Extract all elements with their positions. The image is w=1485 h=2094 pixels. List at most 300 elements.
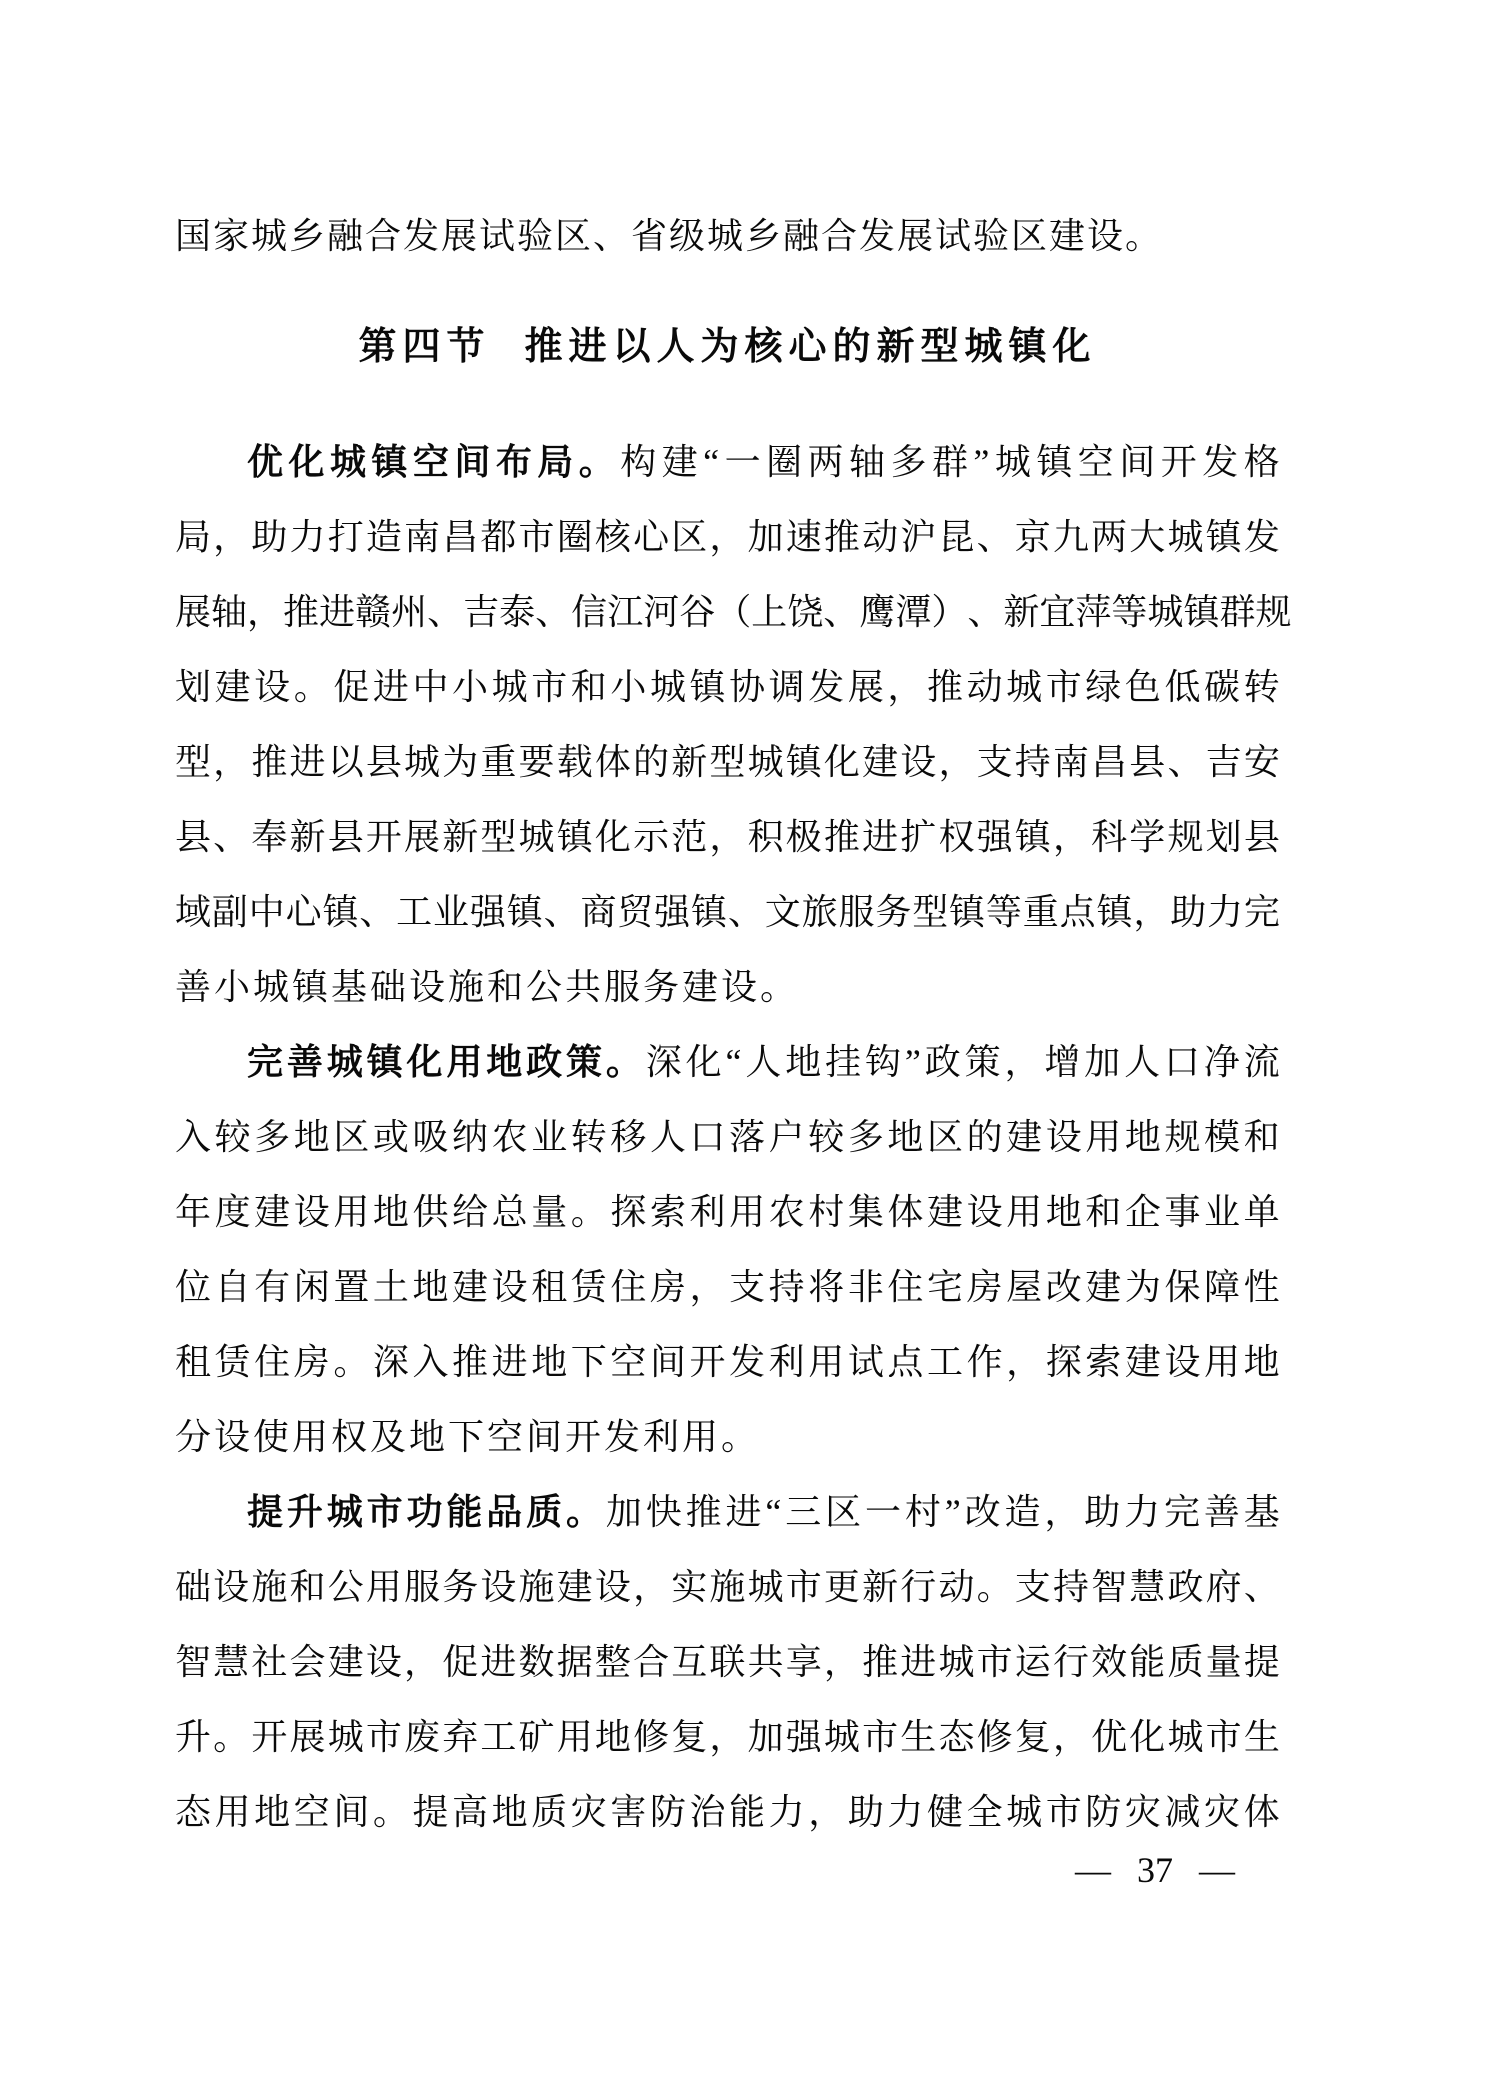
body-glyph: ， bbox=[938, 742, 975, 782]
body-glyph: 速 bbox=[785, 517, 822, 557]
body-glyph: 设 bbox=[900, 742, 937, 782]
body-glyph: 工 bbox=[926, 1342, 963, 1382]
body-glyph: 建 bbox=[1006, 1117, 1043, 1157]
body-glyph: 持 bbox=[1014, 742, 1051, 782]
body-glyph: 设 bbox=[293, 1192, 330, 1232]
body-glyph: 和 bbox=[1243, 1117, 1280, 1157]
body-glyph: 极 bbox=[785, 817, 822, 857]
body-glyph: 核 bbox=[594, 517, 631, 557]
body-glyph: 小 bbox=[610, 667, 647, 707]
body-glyph: 用 bbox=[808, 1342, 845, 1382]
body-glyph: 移 bbox=[610, 1117, 647, 1157]
body-glyph: 强 bbox=[976, 817, 1013, 857]
body-glyph: 城 bbox=[518, 817, 555, 857]
body-glyph: 地 bbox=[1045, 1192, 1082, 1232]
body-glyph: 进 bbox=[289, 742, 326, 782]
body-glyph: 设 bbox=[213, 1567, 250, 1607]
body-glyph: 索 bbox=[1085, 1342, 1122, 1382]
paragraph-lead-glyph: 空 bbox=[412, 442, 449, 482]
body-glyph: 镇 bbox=[689, 667, 726, 707]
body-glyph: 支 bbox=[729, 1267, 766, 1307]
body-glyph: 住 bbox=[610, 1267, 647, 1307]
body-glyph: 小 bbox=[452, 667, 489, 707]
body-glyph: 建 bbox=[327, 1642, 364, 1682]
body-glyph: 造 bbox=[365, 517, 402, 557]
body-glyph: 工 bbox=[480, 1717, 517, 1757]
body-glyph: 害 bbox=[610, 1792, 647, 1832]
body-glyph: 河 bbox=[643, 592, 680, 632]
body-glyph: 修 bbox=[633, 1717, 670, 1757]
body-glyph: 业 bbox=[1204, 1192, 1241, 1232]
body-glyph: 体 bbox=[594, 742, 631, 782]
body-glyph: 力 bbox=[1124, 1492, 1161, 1532]
body-text bbox=[175, 425, 1292, 1850]
body-glyph: 能 bbox=[1129, 1642, 1166, 1682]
body-glyph: 有 bbox=[254, 1267, 291, 1307]
body-glyph: 。 bbox=[372, 1792, 409, 1832]
body-glyph: 为 bbox=[442, 742, 479, 782]
body-glyph: 升 bbox=[175, 1717, 212, 1757]
text-line bbox=[175, 1625, 1280, 1700]
body-glyph: 圈 bbox=[556, 517, 593, 557]
body-glyph: 灾 bbox=[1124, 1792, 1161, 1832]
body-glyph: 推 bbox=[251, 742, 288, 782]
body-glyph: 一 bbox=[864, 1492, 901, 1532]
paragraph-first-line bbox=[175, 425, 1280, 500]
body-glyph: 加 bbox=[1084, 1042, 1121, 1082]
body-glyph: 进 bbox=[319, 592, 356, 632]
body-glyph: 镇 bbox=[322, 892, 359, 932]
body-glyph: 入 bbox=[175, 1117, 212, 1157]
body-glyph: 发 bbox=[808, 667, 845, 707]
paragraph-lead-glyph: 间 bbox=[454, 442, 491, 482]
body-glyph: 慧 bbox=[213, 1642, 250, 1682]
body-glyph: “ bbox=[703, 442, 720, 482]
body-glyph: 群 bbox=[931, 442, 968, 482]
body-glyph: 地 bbox=[594, 1717, 631, 1757]
body-glyph: 镇 bbox=[949, 892, 986, 932]
body-glyph: 农 bbox=[491, 1117, 528, 1157]
body-glyph: 废 bbox=[404, 1717, 441, 1757]
body-glyph: 示 bbox=[633, 817, 670, 857]
body-glyph: 化 bbox=[1129, 1717, 1166, 1757]
body-glyph: 服 bbox=[838, 892, 875, 932]
body-glyph: 镇 bbox=[506, 892, 543, 932]
body-glyph: 谷 bbox=[679, 592, 716, 632]
body-glyph: 。 bbox=[570, 1192, 607, 1232]
body-glyph: 位 bbox=[175, 1267, 212, 1307]
body-glyph: “ bbox=[725, 1042, 742, 1082]
body-glyph: 协 bbox=[729, 667, 766, 707]
paragraph-lead-glyph: 城 bbox=[326, 1042, 363, 1082]
body-glyph: 安 bbox=[1243, 742, 1280, 782]
body-glyph: ” bbox=[973, 442, 990, 482]
body-glyph: 慧 bbox=[1129, 1567, 1166, 1607]
body-glyph: 进 bbox=[491, 1342, 528, 1382]
body-glyph: ” bbox=[944, 1492, 961, 1532]
body-glyph: 轴 bbox=[849, 442, 886, 482]
body-glyph: 善 bbox=[1203, 1492, 1240, 1532]
body-glyph: 两 bbox=[807, 442, 844, 482]
body-glyph: 心 bbox=[285, 892, 322, 932]
body-glyph: 镇 bbox=[1036, 442, 1073, 482]
body-glyph: 动 bbox=[938, 1567, 975, 1607]
body-glyph: 助 bbox=[1084, 1492, 1121, 1532]
body-glyph: 型 bbox=[709, 742, 746, 782]
body-glyph: 租 bbox=[175, 1342, 212, 1382]
body-glyph: ， bbox=[1044, 1492, 1081, 1532]
text-line bbox=[175, 875, 1280, 950]
body-glyph: 地 bbox=[1124, 1117, 1161, 1157]
body-glyph: 划 bbox=[175, 667, 212, 707]
body-glyph: 吉 bbox=[1205, 742, 1242, 782]
body-glyph: 弃 bbox=[442, 1717, 479, 1757]
body-glyph: 地 bbox=[1243, 1342, 1280, 1382]
body-glyph: 置 bbox=[333, 1267, 370, 1307]
body-glyph: 上 bbox=[751, 592, 788, 632]
body-glyph: 开 bbox=[251, 1717, 288, 1757]
page-number: 37 bbox=[1137, 1850, 1173, 1890]
body-glyph: 城 bbox=[1006, 1792, 1043, 1832]
paragraph-lead-glyph: 策 bbox=[566, 1042, 603, 1082]
body-glyph: 房 bbox=[649, 1267, 686, 1307]
body-glyph: 设 bbox=[594, 1567, 631, 1607]
body-glyph: 九 bbox=[1052, 517, 1089, 557]
body-glyph: 据 bbox=[556, 1642, 593, 1682]
body-glyph: 昌 bbox=[1091, 742, 1128, 782]
body-glyph: 设 bbox=[365, 1642, 402, 1682]
body-glyph: 、 bbox=[427, 592, 464, 632]
paragraph-lead-glyph: 功 bbox=[406, 1492, 443, 1532]
body-glyph: 开 bbox=[1160, 442, 1197, 482]
body-glyph: 人 bbox=[649, 1117, 686, 1157]
body-glyph: 中 bbox=[412, 667, 449, 707]
body-glyph: 用 bbox=[333, 1192, 370, 1232]
body-glyph: 镇 bbox=[556, 817, 593, 857]
text-line bbox=[175, 1325, 1280, 1400]
body-glyph: 城 bbox=[404, 742, 441, 782]
body-glyph: 地 bbox=[887, 1117, 924, 1157]
body-glyph: 镇 bbox=[691, 892, 728, 932]
body-glyph: 市 bbox=[1045, 1792, 1082, 1832]
body-glyph: 改 bbox=[964, 1492, 1001, 1532]
body-glyph: 推 bbox=[283, 592, 320, 632]
body-glyph: ， bbox=[1052, 817, 1089, 857]
body-glyph: 建 bbox=[1124, 1342, 1161, 1382]
body-glyph: 市 bbox=[531, 667, 568, 707]
body-glyph: 础 bbox=[175, 1567, 212, 1607]
body-glyph: 两 bbox=[1091, 517, 1128, 557]
body-glyph: 政 bbox=[924, 1042, 961, 1082]
body-glyph: 发 bbox=[1202, 442, 1239, 482]
body-glyph: 用 bbox=[1085, 1117, 1122, 1157]
body-glyph: 色 bbox=[1124, 667, 1161, 707]
body-glyph: 业 bbox=[433, 892, 470, 932]
body-glyph: 纳 bbox=[452, 1117, 489, 1157]
body-glyph: 入 bbox=[412, 1342, 449, 1382]
section-number: 第四节 bbox=[358, 326, 491, 368]
body-glyph: 持 bbox=[768, 1267, 805, 1307]
body-glyph: 事 bbox=[1164, 1192, 1201, 1232]
body-glyph: 、 bbox=[535, 592, 572, 632]
footer-dash-right: — bbox=[1199, 1850, 1235, 1890]
body-glyph: 等 bbox=[985, 892, 1022, 932]
body-glyph: 展 bbox=[175, 592, 212, 632]
body-glyph: 提 bbox=[412, 1792, 449, 1832]
body-glyph: 减 bbox=[1164, 1792, 1201, 1832]
paragraph-lead-glyph: 完 bbox=[247, 1042, 284, 1082]
body-glyph: 新 bbox=[442, 817, 479, 857]
paragraph-lead-glyph: 局 bbox=[537, 442, 574, 482]
body-glyph: 心 bbox=[633, 517, 670, 557]
body-glyph: 镇 bbox=[1205, 517, 1242, 557]
body-glyph: 圈 bbox=[766, 442, 803, 482]
body-glyph: ） bbox=[931, 592, 968, 632]
body-glyph: 转 bbox=[1243, 667, 1280, 707]
body-glyph: 、 bbox=[727, 892, 764, 932]
body-glyph: 矿 bbox=[518, 1717, 555, 1757]
body-glyph: ， bbox=[709, 517, 746, 557]
body-glyph: 利 bbox=[689, 1192, 726, 1232]
body-glyph: 低 bbox=[1164, 667, 1201, 707]
body-glyph: 强 bbox=[785, 1717, 822, 1757]
body-glyph: 吉 bbox=[463, 592, 500, 632]
body-glyph: 、 bbox=[1167, 742, 1204, 782]
body-glyph: 智 bbox=[175, 1642, 212, 1682]
body-glyph: 间 bbox=[1119, 442, 1156, 482]
paragraph-lead-glyph: 市 bbox=[366, 1492, 403, 1532]
body-glyph: 科 bbox=[1091, 817, 1128, 857]
paragraph-lead-glyph: 化 bbox=[406, 1042, 443, 1082]
body-glyph: 县 bbox=[1129, 742, 1166, 782]
body-glyph: 质 bbox=[1167, 1642, 1204, 1682]
body-glyph: 租 bbox=[531, 1267, 568, 1307]
body-glyph: 建 bbox=[661, 442, 698, 482]
body-glyph: 探 bbox=[1045, 1342, 1082, 1382]
paragraph-last-line: 善小城镇基础设施和公共服务建设。 bbox=[175, 967, 800, 1007]
body-glyph: 赣 bbox=[355, 592, 392, 632]
body-glyph: 加 bbox=[747, 1717, 784, 1757]
body-glyph: 泰 bbox=[499, 592, 536, 632]
body-glyph: 灾 bbox=[570, 1792, 607, 1832]
body-glyph: 全 bbox=[966, 1792, 1003, 1832]
body-glyph: 城 bbox=[1167, 517, 1204, 557]
body-glyph: 完 bbox=[1163, 1492, 1200, 1532]
body-glyph: 推 bbox=[862, 1642, 899, 1682]
text-line bbox=[175, 575, 1292, 650]
body-glyph: 、 bbox=[213, 817, 250, 857]
body-glyph: 积 bbox=[747, 817, 784, 857]
body-glyph: 人 bbox=[745, 1042, 782, 1082]
body-glyph: 更 bbox=[823, 1567, 860, 1607]
body-glyph: 县 bbox=[365, 742, 402, 782]
body-glyph: 行 bbox=[1052, 1642, 1089, 1682]
body-glyph: ， bbox=[213, 742, 250, 782]
body-glyph: 住 bbox=[887, 1267, 924, 1307]
body-glyph: 持 bbox=[1052, 1567, 1089, 1607]
body-glyph: 格 bbox=[1243, 442, 1280, 482]
body-glyph: 宅 bbox=[926, 1267, 963, 1307]
body-glyph: 强 bbox=[469, 892, 506, 932]
body-glyph: 政 bbox=[1167, 1567, 1204, 1607]
body-glyph: 建 bbox=[862, 742, 899, 782]
body-glyph: 和 bbox=[570, 667, 607, 707]
body-glyph: 沪 bbox=[900, 517, 937, 557]
body-glyph: 赁 bbox=[570, 1267, 607, 1307]
body-glyph: 要 bbox=[518, 742, 555, 782]
body-glyph: 区 bbox=[671, 517, 708, 557]
body-glyph: ， bbox=[1133, 892, 1170, 932]
body-glyph: 府 bbox=[1205, 1567, 1242, 1607]
paragraph-lead-glyph: 升 bbox=[286, 1492, 323, 1532]
body-glyph: 间 bbox=[649, 1342, 686, 1382]
body-glyph: 度 bbox=[214, 1192, 251, 1232]
body-glyph: 建 bbox=[556, 1567, 593, 1607]
body-glyph: 划 bbox=[1205, 817, 1242, 857]
body-glyph: 镇 bbox=[1096, 892, 1133, 932]
body-glyph: 房 bbox=[293, 1342, 330, 1382]
body-glyph: 发 bbox=[1243, 517, 1280, 557]
body-glyph: 试 bbox=[847, 1342, 884, 1382]
body-glyph: 重 bbox=[1022, 892, 1059, 932]
text-line bbox=[175, 1775, 1280, 1850]
body-glyph: 流 bbox=[1243, 1042, 1280, 1082]
body-glyph: 鹰 bbox=[859, 592, 896, 632]
body-glyph: 性 bbox=[1243, 1267, 1280, 1307]
body-glyph: 、 bbox=[359, 892, 396, 932]
body-glyph: 建 bbox=[452, 1267, 489, 1307]
body-glyph: 较 bbox=[214, 1117, 251, 1157]
body-glyph: 镇 bbox=[785, 742, 822, 782]
body-glyph: 助 bbox=[847, 1792, 884, 1832]
paragraph-last-line: 分设使用权及地下空间开发利用。 bbox=[175, 1417, 761, 1457]
body-glyph: 质 bbox=[531, 1792, 568, 1832]
body-glyph: 供 bbox=[412, 1192, 449, 1232]
body-glyph: 户 bbox=[768, 1117, 805, 1157]
paragraph-lead-glyph: 善 bbox=[286, 1042, 323, 1082]
body-glyph: 空 bbox=[293, 1792, 330, 1832]
body-glyph: 县 bbox=[327, 817, 364, 857]
paragraph-lead-glyph: 用 bbox=[446, 1042, 483, 1082]
paragraph-lead-glyph: 镇 bbox=[366, 1042, 403, 1082]
body-glyph: 或 bbox=[372, 1117, 409, 1157]
body-glyph: ， bbox=[689, 1267, 726, 1307]
body-glyph: 用 bbox=[729, 1192, 766, 1232]
body-glyph: ， bbox=[808, 1792, 845, 1832]
text-line bbox=[175, 1100, 1280, 1175]
body-glyph: 旅 bbox=[801, 892, 838, 932]
body-glyph: ， bbox=[1052, 1717, 1089, 1757]
paragraph-lead-glyph: 政 bbox=[526, 1042, 563, 1082]
body-glyph: 房 bbox=[966, 1267, 1003, 1307]
body-glyph: 助 bbox=[251, 517, 288, 557]
body-glyph: 体 bbox=[1243, 1792, 1280, 1832]
text-line bbox=[175, 1175, 1280, 1250]
body-glyph: 宜 bbox=[1039, 592, 1076, 632]
body-glyph: 南 bbox=[404, 517, 441, 557]
body-glyph: ， bbox=[709, 817, 746, 857]
body-glyph: 载 bbox=[556, 742, 593, 782]
text-line bbox=[175, 650, 1280, 725]
body-glyph: 。 bbox=[293, 667, 330, 707]
body-glyph: 健 bbox=[926, 1792, 963, 1832]
body-glyph: 共 bbox=[747, 1642, 784, 1682]
paragraph-lead-glyph: 镇 bbox=[371, 442, 408, 482]
body-glyph: 打 bbox=[327, 517, 364, 557]
intro-paragraph-line: 国家城乡融合发展试验区、省级城乡融合发展试验区建设。 bbox=[175, 216, 1164, 256]
body-glyph: 助 bbox=[1170, 892, 1207, 932]
body-glyph: 进 bbox=[372, 667, 409, 707]
body-glyph: 轴 bbox=[211, 592, 248, 632]
body-glyph: 会 bbox=[289, 1642, 326, 1682]
body-glyph: 城 bbox=[747, 1567, 784, 1607]
body-glyph: 的 bbox=[633, 742, 670, 782]
body-glyph: 互 bbox=[671, 1642, 708, 1682]
body-glyph: 区 bbox=[333, 1117, 370, 1157]
text-line bbox=[175, 800, 1280, 875]
body-glyph: 空 bbox=[1077, 442, 1114, 482]
body-glyph: 力 bbox=[1207, 892, 1244, 932]
body-glyph: ， bbox=[1006, 1342, 1043, 1382]
body-glyph: 进 bbox=[900, 1642, 937, 1682]
body-glyph: 口 bbox=[1163, 1042, 1200, 1082]
body-glyph: 市 bbox=[365, 1717, 402, 1757]
body-glyph: 范 bbox=[671, 817, 708, 857]
body-glyph: 力 bbox=[768, 1792, 805, 1832]
paragraph-lead-glyph: 质 bbox=[526, 1492, 563, 1532]
body-glyph: 州 bbox=[391, 592, 428, 632]
body-glyph: 扩 bbox=[900, 817, 937, 857]
body-glyph: ” bbox=[904, 1042, 921, 1082]
body-glyph: 市 bbox=[1205, 1717, 1242, 1757]
body-glyph: 推 bbox=[823, 517, 860, 557]
body-glyph: 保 bbox=[1164, 1267, 1201, 1307]
body-glyph: 信 bbox=[571, 592, 608, 632]
body-glyph: 施 bbox=[709, 1567, 746, 1607]
page-footer bbox=[175, 1842, 1235, 1898]
body-glyph: 开 bbox=[689, 1342, 726, 1382]
body-glyph: 人 bbox=[1124, 1042, 1161, 1082]
body-glyph: 效 bbox=[1091, 1642, 1128, 1682]
body-glyph: 下 bbox=[570, 1342, 607, 1382]
body-glyph: 商 bbox=[580, 892, 617, 932]
body-glyph: 城 bbox=[327, 1717, 364, 1757]
body-glyph: 地 bbox=[412, 1267, 449, 1307]
body-glyph: 施 bbox=[251, 1567, 288, 1607]
body-glyph: 造 bbox=[1004, 1492, 1041, 1532]
body-glyph: 南 bbox=[1052, 742, 1089, 782]
text-line bbox=[175, 1550, 1280, 1625]
body-glyph: 快 bbox=[645, 1492, 682, 1532]
body-glyph: 点 bbox=[887, 1342, 924, 1382]
body-glyph: 副 bbox=[211, 892, 248, 932]
body-glyph: 赁 bbox=[214, 1342, 251, 1382]
body-glyph: 新 bbox=[671, 742, 708, 782]
body-glyph: 展 bbox=[289, 1717, 326, 1757]
body-glyph: 、 bbox=[976, 517, 1013, 557]
body-glyph: 公 bbox=[327, 1567, 364, 1607]
body-glyph: 进 bbox=[725, 1492, 762, 1532]
body-glyph: 运 bbox=[1014, 1642, 1051, 1682]
body-glyph: 强 bbox=[654, 892, 691, 932]
body-glyph: 索 bbox=[649, 1192, 686, 1232]
body-glyph: 量 bbox=[531, 1192, 568, 1232]
body-glyph: 促 bbox=[442, 1642, 479, 1682]
body-glyph: 利 bbox=[768, 1342, 805, 1382]
body-glyph: 整 bbox=[594, 1642, 631, 1682]
body-glyph: 转 bbox=[570, 1117, 607, 1157]
paragraph-first-line bbox=[175, 1475, 1280, 1550]
